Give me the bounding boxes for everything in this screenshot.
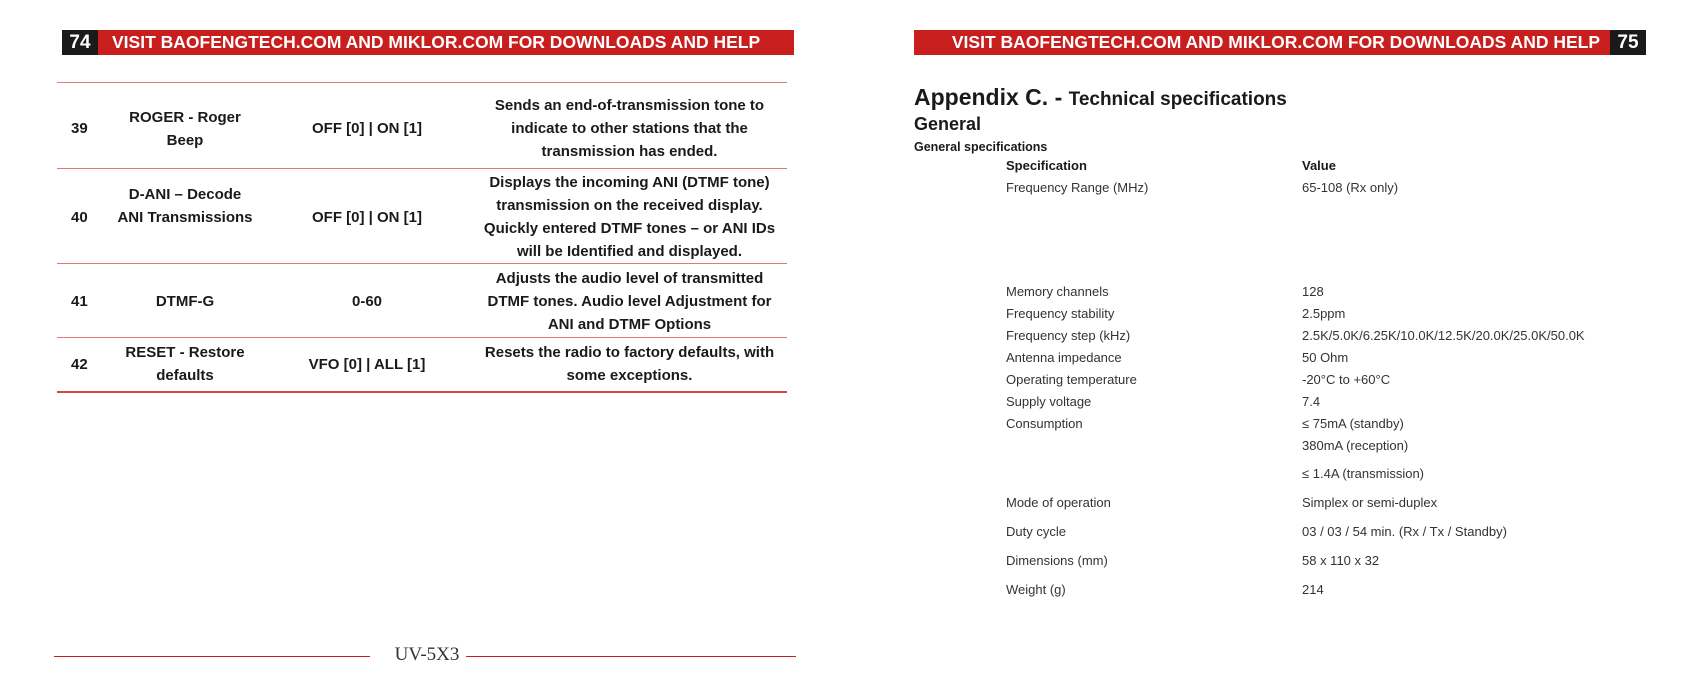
spec-key: Antenna impedance [1006,350,1122,365]
left-header [62,30,794,55]
subsection-title: General specifications [914,140,1048,154]
row-name: DTMF-G [155,293,215,310]
footer-model: UV-5X3 [394,644,460,665]
spec-key: Operating temperature [1006,372,1137,387]
appendix-subtitle: Technical specifications [1068,89,1287,110]
spec-key: Frequency Range (MHz) [1006,180,1149,195]
row-description: Displays the incoming ANI (DTMF tone) transmission on the received display. Quickly entered DTMF tones – or ANI IDs will be Identified and displayed. [483,174,776,260]
spec-key: Frequency step (kHz) [1006,328,1131,343]
left-page-number: 74 [62,30,98,55]
appendix-dash: - [1054,84,1063,110]
spec-key: Memory channels [1006,284,1109,299]
spec-key: Supply voltage [1006,394,1092,409]
right-header-text: VISIT BAOFENGTECH.COM AND MIKLOR.COM FOR DOWNLOADS AND HELP [914,30,1610,55]
table-divider [57,168,787,169]
right-page-number: 75 [1610,30,1646,55]
row-options: VFO [0] | ALL [1] [308,356,426,373]
appendix-title [914,84,1287,111]
table-bottom-rule [57,391,787,393]
spec-value: 7.4 [1302,394,1321,409]
right-header [914,30,1646,55]
table-divider [57,263,787,264]
row-number: 40 [71,209,88,226]
spec-value: Simplex or semi-duplex [1302,495,1438,510]
spec-value: 58 x 110 x 32 [1302,553,1380,568]
section-title: General [914,114,982,134]
spec-value: 50 Ohm [1302,350,1349,365]
row-name: D-ANI – Decode ANI Transmissions [117,186,253,226]
spec-key: Consumption [1006,416,1083,431]
spec-value: 65-108 (Rx only) [1302,180,1399,195]
spec-key: Mode of operation [1006,495,1111,510]
value-column-header: Value [1302,158,1336,173]
appendix-label: Appendix C. [914,84,1049,110]
table-divider [57,82,787,83]
footer-rule-right [466,656,796,657]
row-name: RESET - Restore defaults [125,344,245,384]
spec-value: 214 [1302,582,1324,597]
spec-key: Frequency stability [1006,306,1115,321]
footer-rule-left [54,656,370,657]
spec-key: Duty cycle [1006,524,1066,539]
row-description: Adjusts the audio level of transmitted DTMF tones. Audio level Adjustment for ANI and DTMF Options [487,270,772,333]
spec-value: ≤ 1.4A (transmission) [1302,466,1425,481]
row-number: 39 [71,120,88,137]
row-options: OFF [0] | ON [1] [311,209,423,226]
row-number: 42 [71,356,88,373]
table-divider [57,337,787,338]
spec-value: 2.5K/5.0K/6.25K/10.0K/12.5K/20.0K/25.0K/50.0K [1302,328,1585,343]
row-description: Resets the radio to factory defaults, with some exceptions. [484,344,775,384]
row-description: Sends an end-of-transmission tone to indicate to other stations that the transmission has ended. [494,97,765,160]
row-options: OFF [0] | ON [1] [311,120,423,137]
spec-column-header: Specification [1006,158,1087,173]
spec-value: 128 [1302,284,1324,299]
spec-value: 03 / 03 / 54 min. (Rx / Tx / Standby) [1302,524,1507,539]
spec-value: -20°C to +60°C [1302,372,1391,387]
left-header-text: VISIT BAOFENGTECH.COM AND MIKLOR.COM FOR DOWNLOADS AND HELP [98,30,794,55]
row-number: 41 [71,293,88,310]
spec-value: ≤ 75mA (standby) [1302,416,1404,431]
spec-key: Dimensions (mm) [1006,553,1108,568]
row-options: 0-60 [351,293,383,310]
spec-value: 2.5ppm [1302,306,1346,321]
spec-key: Weight (g) [1006,582,1066,597]
row-name: ROGER - Roger Beep [129,109,241,149]
spec-value: 380mA (reception) [1302,438,1409,453]
